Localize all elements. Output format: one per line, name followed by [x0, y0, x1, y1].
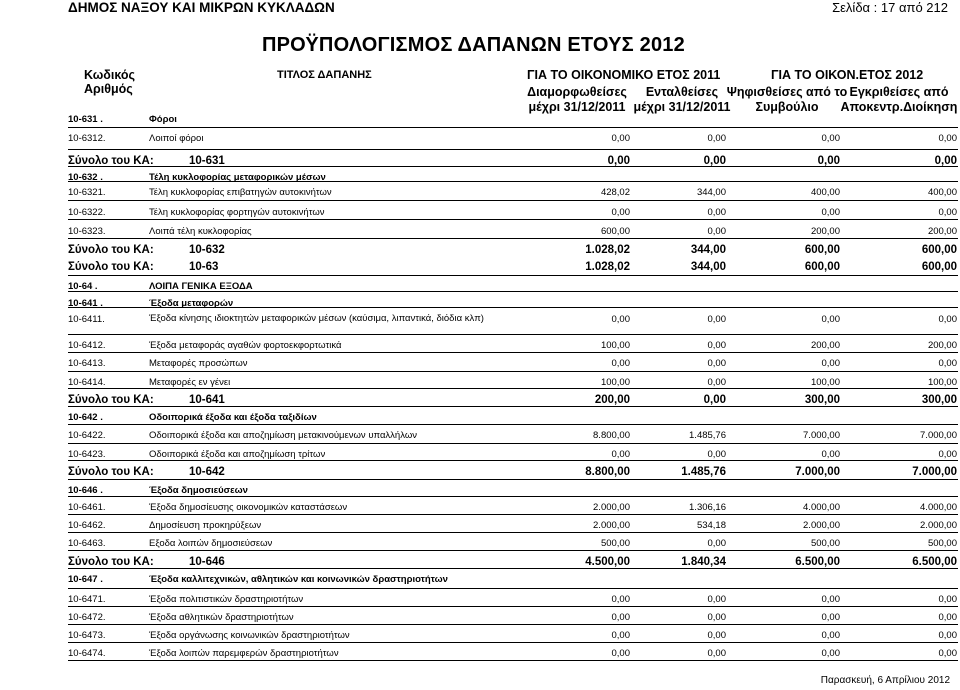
section-code: 10-641 .	[68, 298, 103, 309]
value-ordered: 0,00	[703, 394, 726, 406]
value-approved: 0,00	[938, 594, 957, 605]
value-approved: 2.000,00	[920, 520, 957, 531]
section-title: Οδοιπορικά έξοδα και έξοδα ταξιδίων	[149, 412, 317, 423]
row-divider	[68, 624, 958, 625]
total-code: 10-632	[189, 244, 225, 256]
row-divider	[68, 550, 958, 551]
value-formed: 0,00	[611, 207, 630, 218]
account-code: 10-6412.	[68, 340, 106, 351]
value-ordered: 0,00	[707, 314, 726, 325]
value-voted: 200,00	[810, 340, 840, 351]
value-ordered: 0,00	[703, 155, 726, 167]
value-ordered: 1.485,76	[681, 466, 726, 478]
value-approved: 0,00	[938, 648, 957, 659]
value-voted: 600,00	[804, 244, 840, 256]
account-description: Οδοιπορικά έξοδα και αποζημίωση τρίτων	[149, 449, 326, 460]
value-ordered: 0,00	[707, 133, 726, 144]
ordered-header-line1: Ενταλθείσες	[645, 85, 719, 99]
value-formed: 200,00	[594, 394, 630, 406]
row-divider	[68, 642, 958, 643]
value-ordered: 1.840,34	[681, 556, 726, 568]
voted-header-line2: Συμβούλιο	[755, 100, 819, 114]
value-voted: 400,00	[810, 187, 840, 198]
account-description: Έξοδα δημοσίευσης οικονομικών καταστάσεων	[149, 502, 348, 513]
section-title: Έξοδα καλλιτεχνικών, αθλητικών και κοινωνικών δραστηριοτήτων	[149, 574, 448, 585]
value-formed: 0,00	[611, 314, 630, 325]
value-voted: 0,00	[821, 630, 840, 641]
value-approved: 200,00	[927, 340, 957, 351]
table-row	[0, 131, 960, 147]
row-divider	[68, 166, 958, 167]
row-divider	[68, 443, 958, 444]
total-label: Σύνολο του ΚΑ:	[68, 155, 154, 167]
value-approved: 600,00	[921, 261, 957, 273]
value-approved: 0,00	[938, 612, 957, 623]
section-title: ΛΟΙΠΑ ΓΕΝΙΚΑ ΕΞΟΔΑ	[149, 281, 253, 292]
code-header-line1: Κωδικός	[84, 68, 136, 82]
value-formed: 2.000,00	[593, 502, 630, 513]
row-divider	[68, 238, 958, 239]
account-description: Έξοδα οργάνωσης κοινωνικών δραστηριοτήτων	[149, 630, 350, 641]
value-voted: 0,00	[821, 594, 840, 605]
section-code: 10-647 .	[68, 574, 103, 585]
value-approved: 0,00	[938, 358, 957, 369]
section-title: Τέλη κυκλοφορίας μεταφορικών μέσων	[149, 172, 326, 183]
table-row	[0, 428, 960, 444]
section-heading	[0, 296, 960, 312]
account-code: 10-6312.	[68, 133, 106, 144]
value-voted: 7.000,00	[803, 430, 840, 441]
total-row	[0, 242, 960, 258]
table-row	[0, 312, 960, 328]
value-ordered: 0,00	[707, 538, 726, 549]
value-approved: 0,00	[938, 449, 957, 460]
total-row	[0, 259, 960, 275]
title-header: ΤΙΤΛΟΣ ΔΑΠΑΝΗΣ	[277, 69, 372, 81]
value-formed: 0,00	[611, 133, 630, 144]
value-voted: 0,00	[821, 612, 840, 623]
row-divider	[68, 424, 958, 425]
account-code: 10-6322.	[68, 207, 106, 218]
value-ordered: 344,00	[690, 261, 726, 273]
value-ordered: 1.306,16	[689, 502, 726, 513]
total-label: Σύνολο του ΚΑ:	[68, 394, 154, 406]
value-approved: 100,00	[927, 377, 957, 388]
value-ordered: 0,00	[707, 340, 726, 351]
value-approved: 300,00	[921, 394, 957, 406]
total-label: Σύνολο του ΚΑ:	[68, 466, 154, 478]
total-label: Σύνολο του ΚΑ:	[68, 261, 154, 273]
row-divider	[68, 568, 958, 569]
row-divider	[68, 334, 958, 335]
value-formed: 2.000,00	[593, 520, 630, 531]
voted-header-line1: Ψηφισθείσες από το	[726, 85, 848, 99]
account-code: 10-6461.	[68, 502, 106, 513]
row-divider	[68, 514, 958, 515]
account-description: Μεταφορές εν γένει	[149, 377, 231, 388]
row-divider	[68, 371, 958, 372]
row-divider	[68, 149, 958, 150]
value-formed: 1.028,02	[585, 244, 630, 256]
value-approved: 200,00	[927, 226, 957, 237]
value-ordered: 0,00	[707, 207, 726, 218]
total-code: 10-646	[189, 556, 225, 568]
formed-header-line1: Διαμορφωθείσες	[527, 85, 627, 99]
value-formed: 8.800,00	[593, 430, 630, 441]
account-description: Έξοδα πολιτιστικών δραστηριοτήτων	[149, 594, 304, 605]
row-divider	[68, 219, 958, 220]
print-date: Παρασκευή, 6 Απρίλιου 2012	[820, 675, 950, 686]
value-formed: 500,00	[600, 538, 630, 549]
account-description: Έξοδα μεταφοράς αγαθών φορτοεκφορτωτικά	[149, 340, 342, 351]
account-code: 10-6411.	[68, 314, 105, 325]
formed-header-line2: μέχρι 31/12/2011	[528, 100, 626, 114]
value-formed: 600,00	[600, 226, 630, 237]
account-description: Οδοιπορικά έξοδα και αποζημίωση μετακινούμενων υπαλλήλων	[149, 430, 417, 441]
value-voted: 7.000,00	[795, 466, 840, 478]
value-formed: 0,00	[611, 648, 630, 659]
account-code: 10-6473.	[68, 630, 106, 641]
row-divider	[68, 275, 958, 276]
municipality-name: ΔΗΜΟΣ ΝΑΞΟΥ ΚΑΙ ΜΙΚΡΩΝ ΚΥΚΛΑΔΩΝ	[68, 0, 335, 15]
row-divider	[68, 181, 958, 182]
row-divider	[68, 660, 958, 661]
value-approved: 0,00	[938, 630, 957, 641]
value-formed: 0,00	[611, 594, 630, 605]
section-code: 10-632 .	[68, 172, 103, 183]
account-description: Λοιπά τέλη κυκλοφορίας	[149, 226, 252, 237]
value-approved: 0,00	[938, 207, 957, 218]
value-ordered: 534,18	[696, 520, 726, 531]
row-divider	[68, 406, 958, 407]
ordered-header-line2: μέχρι 31/12/2011	[633, 100, 731, 114]
value-voted: 0,00	[821, 133, 840, 144]
value-formed: 1.028,02	[585, 261, 630, 273]
row-divider	[68, 532, 958, 533]
value-voted: 300,00	[804, 394, 840, 406]
row-divider	[68, 388, 958, 389]
year-2012-header: ΓΙΑ ΤΟ ΟΙΚΟΝ.ΕΤΟΣ 2012	[771, 68, 924, 82]
value-formed: 0,00	[607, 155, 630, 167]
value-ordered: 0,00	[707, 594, 726, 605]
value-formed: 8.800,00	[585, 466, 630, 478]
value-approved: 7.000,00	[912, 466, 957, 478]
total-label: Σύνολο του ΚΑ:	[68, 556, 154, 568]
total-code: 10-642	[189, 466, 225, 478]
section-title: Έξοδα δημοσιεύσεων	[149, 485, 248, 496]
value-voted: 4.000,00	[803, 502, 840, 513]
row-divider	[68, 127, 958, 128]
value-voted: 2.000,00	[803, 520, 840, 531]
section-title: Φόροι	[149, 114, 177, 125]
value-ordered: 344,00	[696, 187, 726, 198]
section-code: 10-646 .	[68, 485, 103, 496]
value-approved: 400,00	[927, 187, 957, 198]
row-divider	[68, 479, 958, 480]
account-description: Έξοδα αθλητικών δραστηριοτήτων	[149, 612, 294, 623]
section-heading	[0, 279, 960, 295]
value-formed: 0,00	[611, 630, 630, 641]
value-formed: 100,00	[600, 377, 630, 388]
account-code: 10-6474.	[68, 648, 106, 659]
value-approved: 500,00	[927, 538, 957, 549]
year-2011-header: ΓΙΑ ΤΟ ΟΙΚΟΝΟΜΙΚΟ ΕΤΟΣ 2011	[527, 68, 721, 82]
value-approved: 7.000,00	[920, 430, 957, 441]
value-ordered: 0,00	[707, 358, 726, 369]
value-formed: 0,00	[611, 449, 630, 460]
page-title: ΠΡΟΫΠΟΛΟΓΙΣΜΟΣ ΔΑΠΑΝΩΝ ΕΤΟΥΣ 2012	[262, 34, 685, 56]
row-divider	[68, 496, 958, 497]
value-voted: 6.500,00	[795, 556, 840, 568]
value-ordered: 0,00	[707, 377, 726, 388]
approved-header-line1: Εγκριθείσες από	[849, 85, 949, 99]
value-approved: 0,00	[938, 133, 957, 144]
section-title: Έξοδα μεταφορών	[149, 298, 234, 309]
value-ordered: 0,00	[707, 648, 726, 659]
account-description: Εξοδα λοιπών δημοσιεύσεων	[149, 538, 273, 549]
row-divider	[68, 588, 958, 589]
account-description: Έξοδα λοιπών παρεμφερών δραστηριοτήτων	[149, 648, 339, 659]
value-ordered: 1.485,76	[689, 430, 726, 441]
account-code: 10-6472.	[68, 612, 106, 623]
value-approved: 6.500,00	[912, 556, 957, 568]
account-description: Μεταφορές προσώπων	[149, 358, 248, 369]
total-label: Σύνολο του ΚΑ:	[68, 244, 154, 256]
value-formed: 0,00	[611, 358, 630, 369]
value-formed: 428,02	[600, 187, 630, 198]
account-description: Τέλη κυκλοφορίας φορτηγών αυτοκινήτων	[149, 207, 325, 218]
row-divider	[68, 307, 958, 308]
value-voted: 500,00	[810, 538, 840, 549]
account-code: 10-6471.	[68, 594, 106, 605]
account-description: Δημοσίευση προκηρύξεων	[149, 520, 262, 531]
account-description: Έξοδα κίνησης ιδιοκτητών μεταφορικών μέσων (καύσιμα, λιπαντικά, διόδια κλπ)	[149, 313, 484, 324]
value-voted: 0,00	[817, 155, 840, 167]
value-formed: 4.500,00	[585, 556, 630, 568]
account-code: 10-6321.	[68, 187, 106, 198]
row-divider	[68, 352, 958, 353]
section-code: 10-64 .	[68, 281, 98, 292]
value-voted: 200,00	[810, 226, 840, 237]
page-number: Σελίδα : 17 από 212	[832, 0, 948, 15]
total-code: 10-631	[189, 155, 225, 167]
value-voted: 100,00	[810, 377, 840, 388]
total-code: 10-641	[189, 394, 225, 406]
total-row	[0, 464, 960, 480]
section-code: 10-642 .	[68, 412, 103, 423]
value-ordered: 0,00	[707, 449, 726, 460]
approved-header-line2: Αποκεντρ.Διοίκηση	[840, 100, 958, 114]
section-code: 10-631 .	[68, 114, 103, 125]
value-ordered: 344,00	[690, 244, 726, 256]
section-heading	[0, 170, 960, 186]
account-code: 10-6414.	[68, 377, 106, 388]
value-formed: 100,00	[600, 340, 630, 351]
value-voted: 0,00	[821, 207, 840, 218]
value-approved: 0,00	[938, 314, 957, 325]
account-code: 10-6423.	[68, 449, 106, 460]
table-row	[0, 356, 960, 372]
value-ordered: 0,00	[707, 612, 726, 623]
value-ordered: 0,00	[707, 226, 726, 237]
value-voted: 0,00	[821, 314, 840, 325]
section-heading	[0, 572, 960, 588]
account-description: Τέλη κυκλοφορίας επιβατηγών αυτοκινήτων	[149, 187, 332, 198]
value-formed: 0,00	[611, 612, 630, 623]
account-code: 10-6323.	[68, 226, 106, 237]
code-header-line2: Αριθμός	[84, 82, 133, 96]
total-code: 10-63	[189, 261, 219, 273]
value-approved: 0,00	[934, 155, 957, 167]
row-divider	[68, 200, 958, 201]
account-code: 10-6413.	[68, 358, 106, 369]
account-description: Λοιποί φόροι	[149, 133, 204, 144]
row-divider	[68, 460, 958, 461]
value-approved: 600,00	[921, 244, 957, 256]
row-divider	[68, 291, 958, 292]
account-code: 10-6462.	[68, 520, 106, 531]
value-voted: 0,00	[821, 358, 840, 369]
row-divider	[68, 606, 958, 607]
section-heading	[0, 112, 960, 128]
value-voted: 0,00	[821, 648, 840, 659]
value-voted: 600,00	[804, 261, 840, 273]
value-voted: 0,00	[821, 449, 840, 460]
account-code: 10-6463.	[68, 538, 106, 549]
account-code: 10-6422.	[68, 430, 106, 441]
value-ordered: 0,00	[707, 630, 726, 641]
value-approved: 4.000,00	[920, 502, 957, 513]
table-row	[0, 185, 960, 201]
